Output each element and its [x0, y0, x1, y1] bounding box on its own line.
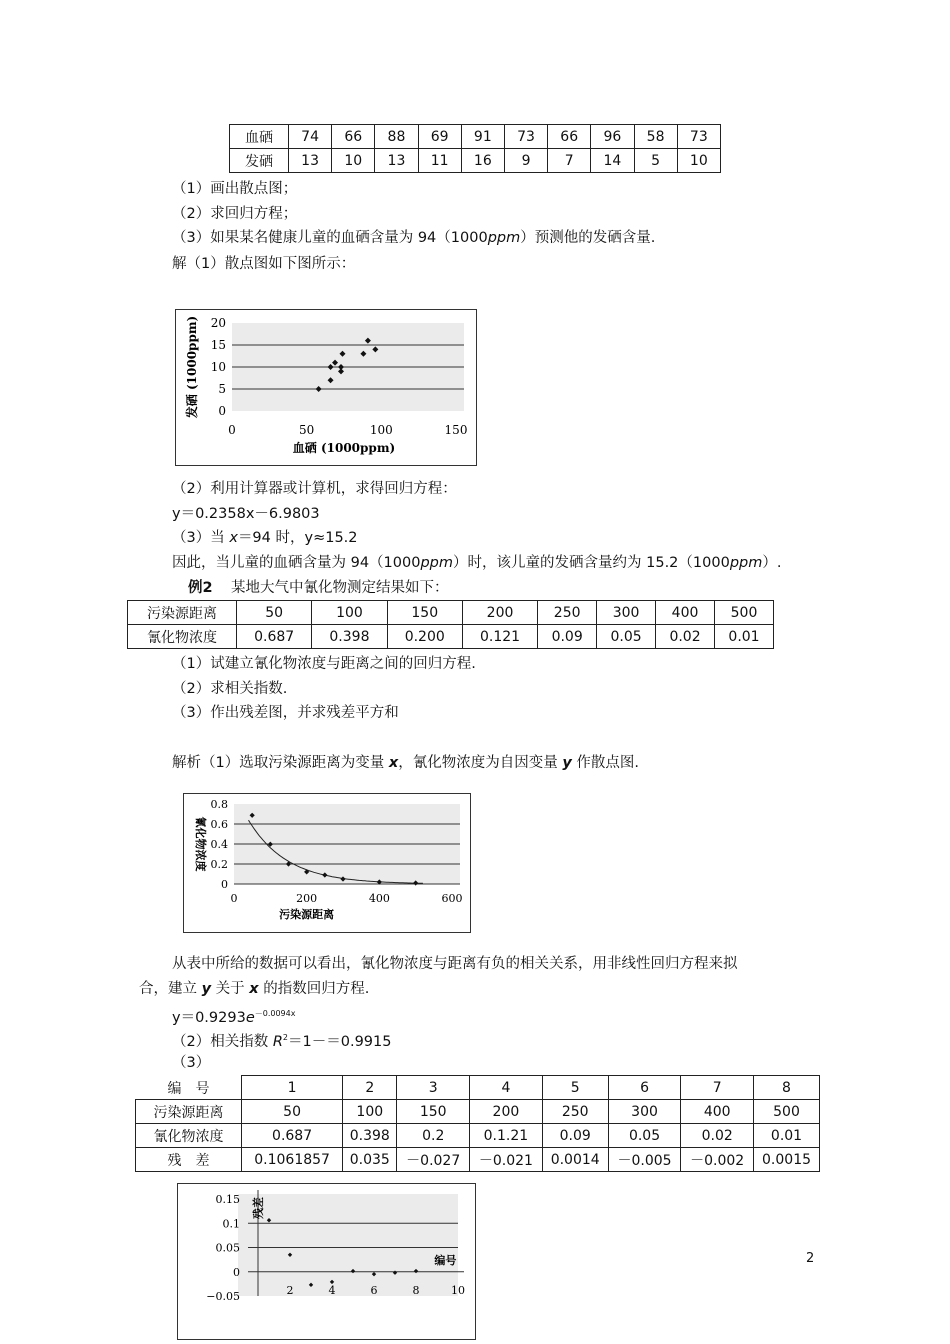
row-label: 污染源距离: [136, 1100, 242, 1124]
table-cell: 400: [681, 1100, 754, 1124]
x-tick-label: 4: [328, 1283, 336, 1297]
row-label: 氰化物浓度: [128, 625, 237, 649]
row-label: 血硒: [230, 125, 289, 149]
conclusion-a: 因此，当儿童的血硒含量为 94（1000: [172, 555, 421, 571]
row-label: 氰化物浓度: [136, 1124, 242, 1148]
x-axis-label: 污染源距离: [279, 908, 335, 921]
x-tick-label: 0: [230, 892, 238, 905]
table-cell: 7: [681, 1076, 754, 1100]
row-label: 编 号: [136, 1076, 242, 1100]
regression-equation-1: y＝0.2358x－6.9803: [172, 506, 320, 522]
table-cell: 11: [418, 149, 461, 173]
x-axis-label: 血硒 (1000ppm): [292, 441, 396, 455]
var-y: y: [201, 981, 212, 997]
table-cell: 0.121: [462, 625, 537, 649]
plot-area: [238, 1194, 458, 1296]
table-cell: 100: [343, 1100, 397, 1124]
conclusion: [172, 553, 781, 573]
r2-symbol: R: [272, 1033, 283, 1050]
table-cell: 13: [289, 149, 332, 173]
table-cell: 0.02: [681, 1124, 754, 1148]
table-cell: 5: [542, 1076, 608, 1100]
y-tick-label: 0.1: [222, 1217, 240, 1231]
table-cell: 0.035: [343, 1148, 397, 1172]
y-tick-label: 10: [210, 360, 226, 374]
table-row: [136, 1076, 820, 1100]
y-tick-label: −0.05: [206, 1290, 240, 1303]
solution-3: [172, 528, 358, 548]
x-tick-label: 100: [369, 423, 393, 437]
cyanide-scatter-chart: [183, 793, 471, 933]
analysis-a: 解析（1）选取污染源距离为变量: [172, 755, 389, 771]
table-cell: 0.1.21: [470, 1124, 543, 1148]
x-tick-label: 0: [228, 423, 236, 437]
table-cell: 0.01: [754, 1124, 820, 1148]
y-tick-label: 0: [221, 878, 228, 891]
var-x: x: [388, 755, 399, 771]
y-tick-label: 15: [210, 338, 226, 352]
table-cell: 150: [387, 601, 462, 625]
table-cell: 10: [332, 149, 375, 173]
table-cell: 500: [754, 1100, 820, 1124]
x-tick-label: 8: [412, 1283, 420, 1297]
paragraph-line-2: [139, 979, 369, 999]
solution-1: 解（1）散点图如下图所示：: [172, 256, 356, 272]
table-cell: 9: [504, 149, 547, 173]
x-tick-label: 2: [286, 1283, 294, 1297]
table-cell: 0.398: [312, 625, 387, 649]
table-row: [136, 1100, 820, 1124]
table-row: [230, 125, 721, 149]
var-y: y: [562, 755, 572, 771]
table-cell: 200: [462, 601, 537, 625]
table-row: [230, 149, 721, 173]
row-label: 污染源距离: [128, 601, 237, 625]
para2-e: 的指数回归方程.: [258, 981, 370, 997]
y-tick-label: 5: [218, 382, 226, 396]
residual-scatter-chart: [177, 1183, 476, 1340]
table-cell: 91: [461, 125, 504, 149]
para2-c: 关于: [211, 981, 250, 997]
unit-ppm: ppm: [420, 555, 454, 571]
table-row: [128, 625, 774, 649]
chart-2-svg: [184, 794, 470, 932]
table-row: [136, 1148, 820, 1172]
y-tick-label: 0: [233, 1265, 240, 1279]
table-cell: 0.02: [656, 625, 715, 649]
conclusion-e: ）.: [762, 555, 782, 571]
table-row: [128, 601, 774, 625]
eq2-exponent: －0.0094x: [254, 1009, 296, 1018]
y-axis-label: 氰化物浓度: [194, 816, 207, 872]
analysis-c: ，氰化物浓度为自因变量: [398, 755, 563, 771]
x-tick-label: 400: [368, 892, 390, 905]
y-tick-label: 0.6: [210, 818, 228, 831]
y-tick-label: 0.05: [215, 1241, 240, 1255]
table-cell: 6: [608, 1076, 681, 1100]
solution-3-tail: ＝94 时，y≈15.2: [237, 530, 358, 546]
table-cell: 66: [332, 125, 375, 149]
analysis: [172, 753, 639, 773]
table-cell: 0.0015: [754, 1148, 820, 1172]
table-cell: 96: [591, 125, 634, 149]
table-cell: 0.687: [242, 1124, 343, 1148]
table-cell: 0.09: [538, 625, 597, 649]
y-tick-label: 0.2: [210, 858, 228, 871]
y-axis-label: 发硒 (1000ppm): [185, 315, 199, 419]
table-cell: 0.687: [237, 625, 312, 649]
table-cell: 0.09: [542, 1124, 608, 1148]
regression-equation-2: [172, 1004, 295, 1028]
r2-exponent: 2: [282, 1033, 289, 1042]
x-axis-label: 编号: [434, 1253, 457, 1267]
question-2: （2）求回归方程；: [172, 206, 298, 222]
table-cell: －0.027: [397, 1148, 470, 1172]
y-tick-label: 20: [210, 316, 226, 330]
ex2-question-1: （1）试建立氰化物浓度与距离之间的回归方程.: [172, 656, 476, 672]
table-cell: 500: [715, 601, 774, 625]
table-cell: 0.398: [343, 1124, 397, 1148]
y-tick-label: 0.15: [215, 1193, 240, 1206]
y-tick-label: 0: [218, 404, 226, 418]
table-cell: －0.005: [608, 1148, 681, 1172]
x-tick-label: 6: [370, 1283, 378, 1297]
r2-d: ＝1－＝0.9915: [288, 1033, 392, 1050]
question-3-tail: ）预测他的发硒含量.: [520, 230, 656, 246]
table-cell: 0.2: [397, 1124, 470, 1148]
paragraph-line-1: 从表中所给的数据可以看出，氰化物浓度与距离有负的相关关系，用非线性回归方程来拟: [172, 956, 738, 972]
conclusion-c: ）时，该儿童的发硒含量约为 15.2（1000: [453, 555, 730, 571]
example-2-text: 某地大气中氰化物测定结果如下：: [231, 580, 449, 596]
table-cell: 14: [591, 149, 634, 173]
table-cell: 2: [343, 1076, 397, 1100]
para2-a: 合，建立: [139, 981, 202, 997]
table-cell: 4: [470, 1076, 543, 1100]
example-2-heading: [188, 578, 449, 598]
selenium-scatter-chart: [175, 309, 477, 466]
table-cell: 250: [542, 1100, 608, 1124]
table-cell: 10: [677, 149, 720, 173]
table-cell: 7: [548, 149, 591, 173]
question-3-text: （3）如果某名健康儿童的血硒含量为 94（1000: [172, 230, 488, 246]
table-cell: 150: [397, 1100, 470, 1124]
table-cell: 250: [538, 601, 597, 625]
part-3-label: （3）: [172, 1055, 211, 1071]
x-tick-label: 10: [451, 1283, 465, 1297]
eq2-e: e: [245, 1009, 255, 1026]
residual-table: [135, 1075, 820, 1172]
unit-ppm: ppm: [729, 555, 763, 571]
correlation-index: [172, 1028, 391, 1052]
x-tick-label: 150: [444, 423, 468, 437]
chart-1-svg: [176, 310, 476, 465]
table-cell: 0.200: [387, 625, 462, 649]
solution-3-text: （3）当: [172, 530, 230, 546]
analysis-e: 作散点图.: [571, 755, 639, 771]
table-cell: 50: [242, 1100, 343, 1124]
table-cell: 0.0014: [542, 1148, 608, 1172]
row-label: 发硒: [230, 149, 289, 173]
y-axis-label: 残差: [252, 1197, 265, 1219]
eq2-a: y＝0.9293: [172, 1009, 246, 1026]
cyanide-table: [127, 600, 774, 649]
table-cell: 200: [470, 1100, 543, 1124]
ex2-question-2: （2）求相关指数.: [172, 681, 288, 697]
table-cell: 74: [289, 125, 332, 149]
table-cell: 3: [397, 1076, 470, 1100]
var-x: x: [249, 981, 259, 997]
table-cell: 58: [634, 125, 677, 149]
table-cell: 0.1061857: [242, 1148, 343, 1172]
x-tick-label: 200: [296, 892, 318, 905]
table-cell: 50: [237, 601, 312, 625]
y-tick-label: 0.8: [210, 798, 228, 811]
table-cell: 1: [242, 1076, 343, 1100]
table-cell: 13: [375, 149, 418, 173]
table-cell: 0.01: [715, 625, 774, 649]
table-cell: 5: [634, 149, 677, 173]
r2-a: （2）相关指数: [172, 1033, 273, 1050]
table-cell: 300: [597, 601, 656, 625]
solution-2: （2）利用计算器或计算机，求得回归方程：: [172, 481, 457, 497]
table-cell: －0.021: [470, 1148, 543, 1172]
chart-3-svg: [178, 1184, 475, 1339]
table-cell: 73: [504, 125, 547, 149]
table-cell: 300: [608, 1100, 681, 1124]
page-number: 2: [806, 1251, 815, 1266]
x-tick-label: 50: [299, 423, 315, 437]
table-cell: 66: [548, 125, 591, 149]
y-tick-label: 0.4: [210, 838, 228, 851]
table-cell: 69: [418, 125, 461, 149]
table-cell: 88: [375, 125, 418, 149]
table-cell: 16: [461, 149, 504, 173]
row-label: 残 差: [136, 1148, 242, 1172]
table-cell: 73: [677, 125, 720, 149]
unit-ppm: ppm: [487, 230, 521, 246]
var-x: x: [229, 530, 238, 546]
table-cell: －0.002: [681, 1148, 754, 1172]
table-cell: 0.05: [608, 1124, 681, 1148]
question-1: （1）画出散点图；: [172, 181, 298, 197]
example-2-label: 例2: [188, 580, 213, 596]
selenium-table: [229, 124, 721, 173]
table-row: [136, 1124, 820, 1148]
table-cell: 400: [656, 601, 715, 625]
table-cell: 100: [312, 601, 387, 625]
x-tick-label: 600: [441, 892, 463, 905]
table-cell: 0.05: [597, 625, 656, 649]
ex2-question-3: （3）作出残差图，并求残差平方和: [172, 705, 399, 721]
question-3: [172, 228, 655, 248]
table-cell: 8: [754, 1076, 820, 1100]
